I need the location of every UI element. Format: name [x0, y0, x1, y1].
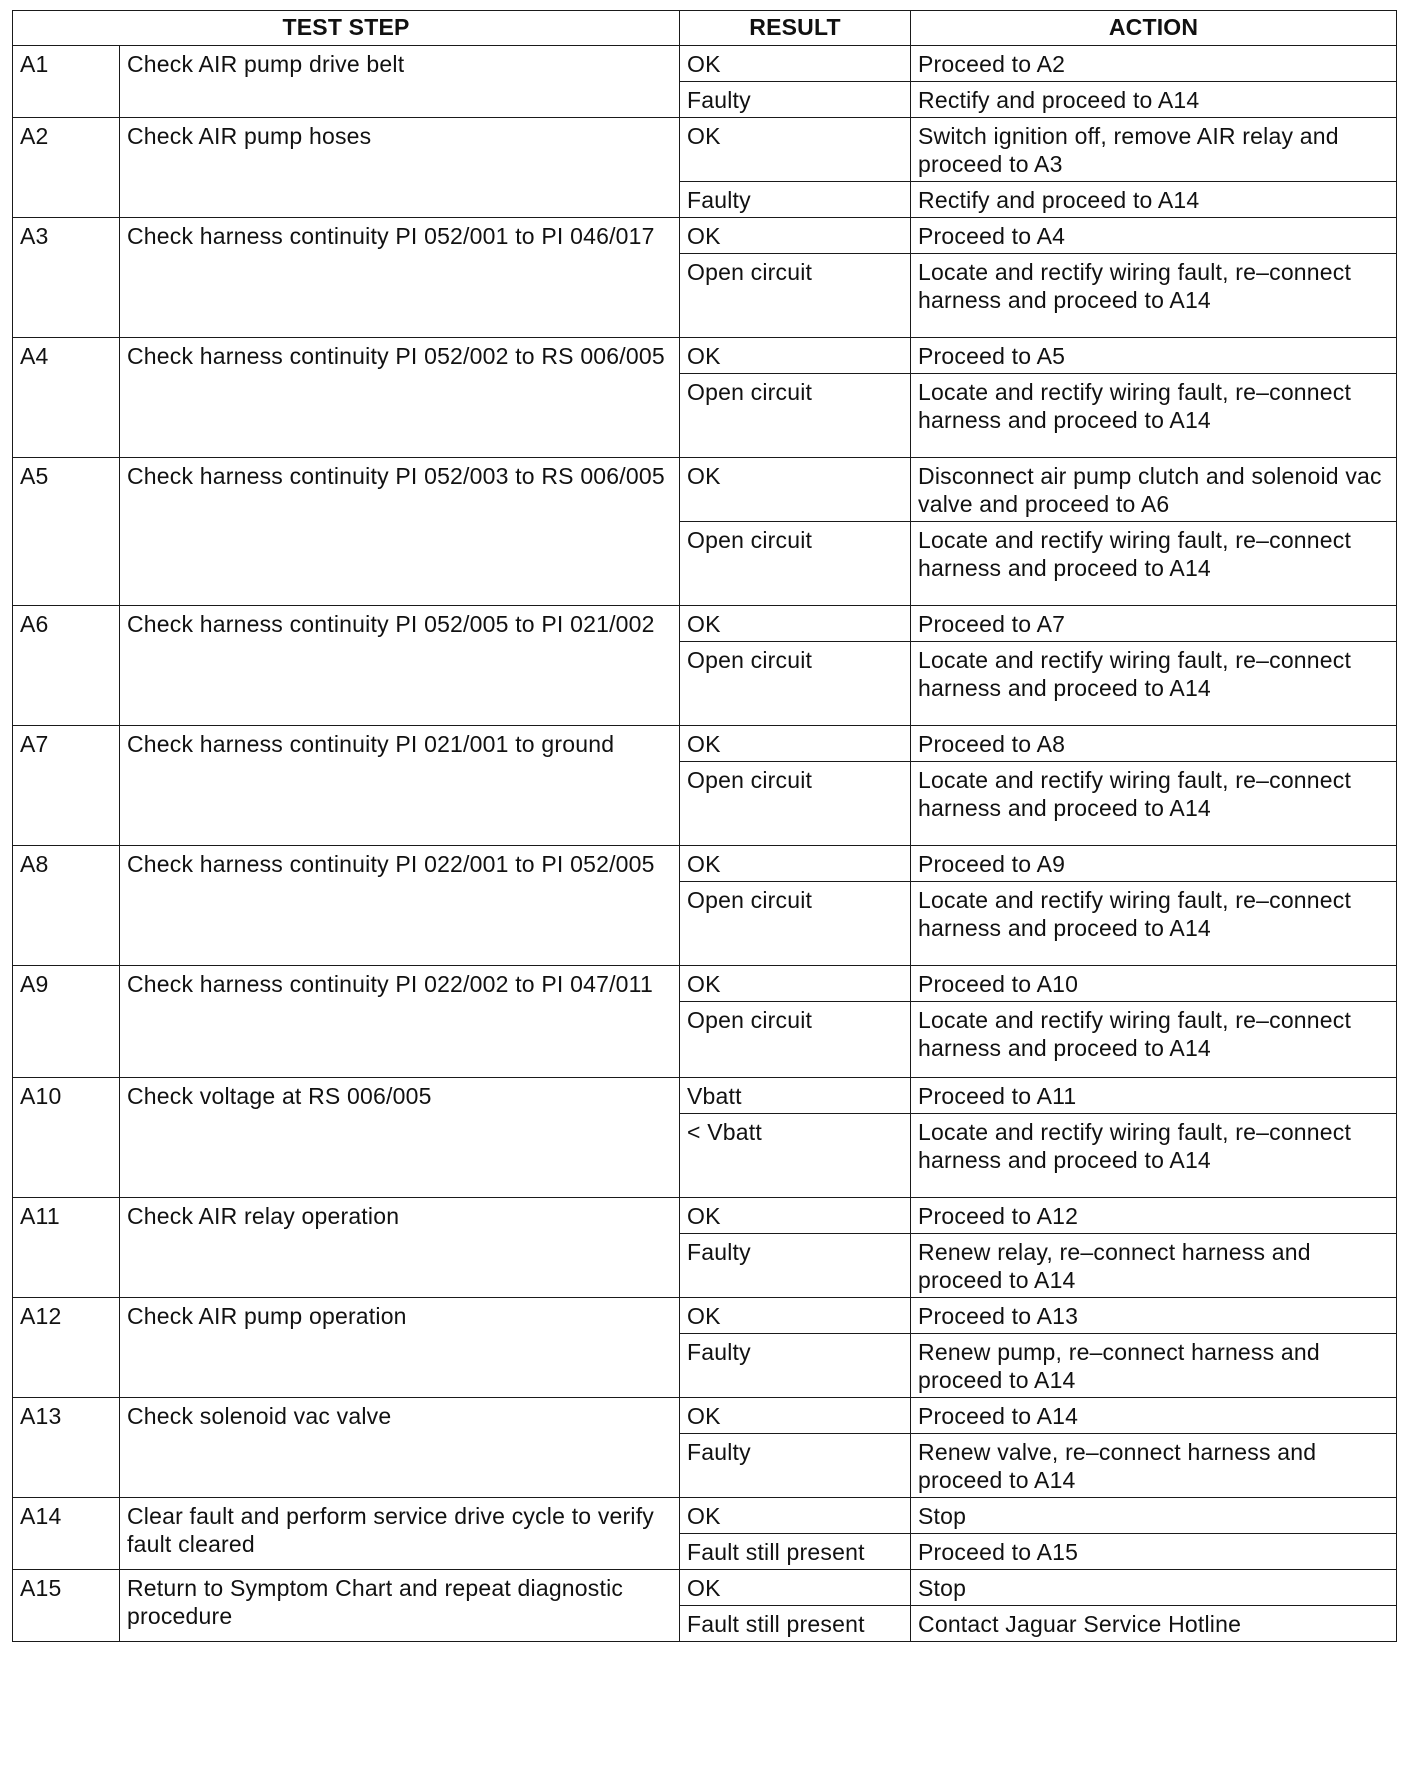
action-cell: Proceed to A8	[911, 726, 1397, 762]
step-description: Check AIR pump hoses	[120, 118, 680, 218]
action-cell: Locate and rectify wiring fault, re–connect harness and proceed to A14	[911, 642, 1397, 726]
result-cell: Faulty	[680, 82, 911, 118]
table-row	[13, 458, 1397, 522]
header-result: RESULT	[680, 11, 911, 46]
action-cell: Proceed to A13	[911, 1298, 1397, 1334]
step-id: A6	[13, 606, 120, 726]
step-id: A11	[13, 1198, 120, 1298]
step-id: A4	[13, 338, 120, 458]
result-cell: OK	[680, 1298, 911, 1334]
step-id: A14	[13, 1498, 120, 1570]
step-description: Check harness continuity PI 052/002 to RS 006/005	[120, 338, 680, 458]
result-cell: Fault still present	[680, 1534, 911, 1570]
action-cell: Locate and rectify wiring fault, re–connect harness and proceed to A14	[911, 522, 1397, 606]
action-cell: Proceed to A10	[911, 966, 1397, 1002]
table-row	[13, 846, 1397, 882]
step-description: Check AIR pump drive belt	[120, 46, 680, 118]
result-cell: OK	[680, 458, 911, 522]
table-row	[13, 726, 1397, 762]
table-body	[13, 46, 1397, 1642]
step-description: Check harness continuity PI 052/001 to PI 046/017	[120, 218, 680, 338]
action-cell: Proceed to A12	[911, 1198, 1397, 1234]
result-cell: OK	[680, 726, 911, 762]
action-cell: Renew pump, re–connect harness and proceed to A14	[911, 1334, 1397, 1398]
action-cell: Rectify and proceed to A14	[911, 82, 1397, 118]
step-description: Check AIR relay operation	[120, 1198, 680, 1298]
result-cell: OK	[680, 606, 911, 642]
result-cell: OK	[680, 966, 911, 1002]
table-row	[13, 1078, 1397, 1114]
result-cell: Fault still present	[680, 1606, 911, 1642]
result-cell: Open circuit	[680, 882, 911, 966]
action-cell: Proceed to A11	[911, 1078, 1397, 1114]
action-cell: Stop	[911, 1570, 1397, 1606]
result-cell: Open circuit	[680, 254, 911, 338]
result-cell: Open circuit	[680, 374, 911, 458]
result-cell: Vbatt	[680, 1078, 911, 1114]
step-description: Return to Symptom Chart and repeat diagnostic procedure	[120, 1570, 680, 1642]
step-description: Check solenoid vac valve	[120, 1398, 680, 1498]
header-test-step: TEST STEP	[13, 11, 680, 46]
table-row	[13, 1498, 1397, 1534]
step-id: A9	[13, 966, 120, 1078]
action-cell: Locate and rectify wiring fault, re–connect harness and proceed to A14	[911, 374, 1397, 458]
result-cell: Open circuit	[680, 522, 911, 606]
diagnostic-table	[12, 10, 1397, 1642]
step-id: A7	[13, 726, 120, 846]
action-cell: Proceed to A4	[911, 218, 1397, 254]
step-id: A8	[13, 846, 120, 966]
step-id: A3	[13, 218, 120, 338]
table-row	[13, 966, 1397, 1002]
step-description: Check harness continuity PI 022/001 to PI 052/005	[120, 846, 680, 966]
action-cell: Locate and rectify wiring fault, re–connect harness and proceed to A14	[911, 1114, 1397, 1198]
action-cell: Locate and rectify wiring fault, re–connect harness and proceed to A14	[911, 762, 1397, 846]
step-description: Clear fault and perform service drive cycle to verify fault cleared	[120, 1498, 680, 1570]
action-cell: Proceed to A7	[911, 606, 1397, 642]
step-description: Check harness continuity PI 022/002 to PI 047/011	[120, 966, 680, 1078]
table-row	[13, 1298, 1397, 1334]
header-row	[13, 11, 1397, 46]
step-description: Check voltage at RS 006/005	[120, 1078, 680, 1198]
step-description: Check harness continuity PI 052/003 to RS 006/005	[120, 458, 680, 606]
action-cell: Renew relay, re–connect harness and proceed to A14	[911, 1234, 1397, 1298]
action-cell: Contact Jaguar Service Hotline	[911, 1606, 1397, 1642]
step-id: A15	[13, 1570, 120, 1642]
action-cell: Switch ignition off, remove AIR relay and proceed to A3	[911, 118, 1397, 182]
action-cell: Disconnect air pump clutch and solenoid vac valve and proceed to A6	[911, 458, 1397, 522]
table-row	[13, 1198, 1397, 1234]
action-cell: Proceed to A14	[911, 1398, 1397, 1434]
table-row	[13, 1398, 1397, 1434]
result-cell: Faulty	[680, 1334, 911, 1398]
step-id: A5	[13, 458, 120, 606]
step-description: Check harness continuity PI 052/005 to PI 021/002	[120, 606, 680, 726]
result-cell: Open circuit	[680, 1002, 911, 1078]
result-cell: Faulty	[680, 182, 911, 218]
result-cell: OK	[680, 1398, 911, 1434]
result-cell: Faulty	[680, 1434, 911, 1498]
result-cell: < Vbatt	[680, 1114, 911, 1198]
result-cell: Faulty	[680, 1234, 911, 1298]
result-cell: OK	[680, 338, 911, 374]
result-cell: OK	[680, 1498, 911, 1534]
action-cell: Proceed to A15	[911, 1534, 1397, 1570]
result-cell: OK	[680, 46, 911, 82]
step-description: Check AIR pump operation	[120, 1298, 680, 1398]
action-cell: Locate and rectify wiring fault, re–connect harness and proceed to A14	[911, 882, 1397, 966]
step-description: Check harness continuity PI 021/001 to ground	[120, 726, 680, 846]
action-cell: Proceed to A2	[911, 46, 1397, 82]
result-cell: OK	[680, 1570, 911, 1606]
result-cell: Open circuit	[680, 642, 911, 726]
table-row	[13, 118, 1397, 182]
result-cell: OK	[680, 1198, 911, 1234]
action-cell: Renew valve, re–connect harness and proceed to A14	[911, 1434, 1397, 1498]
table-row	[13, 606, 1397, 642]
step-id: A2	[13, 118, 120, 218]
table-row	[13, 338, 1397, 374]
action-cell: Proceed to A5	[911, 338, 1397, 374]
step-id: A13	[13, 1398, 120, 1498]
result-cell: OK	[680, 218, 911, 254]
table-row	[13, 46, 1397, 82]
table-row	[13, 218, 1397, 254]
action-cell: Locate and rectify wiring fault, re–connect harness and proceed to A14	[911, 254, 1397, 338]
table-row	[13, 1570, 1397, 1606]
result-cell: OK	[680, 846, 911, 882]
action-cell: Rectify and proceed to A14	[911, 182, 1397, 218]
action-cell: Locate and rectify wiring fault, re–connect harness and proceed to A14	[911, 1002, 1397, 1078]
header-action: ACTION	[911, 11, 1397, 46]
action-cell: Proceed to A9	[911, 846, 1397, 882]
action-cell: Stop	[911, 1498, 1397, 1534]
step-id: A12	[13, 1298, 120, 1398]
result-cell: OK	[680, 118, 911, 182]
result-cell: Open circuit	[680, 762, 911, 846]
step-id: A1	[13, 46, 120, 118]
step-id: A10	[13, 1078, 120, 1198]
